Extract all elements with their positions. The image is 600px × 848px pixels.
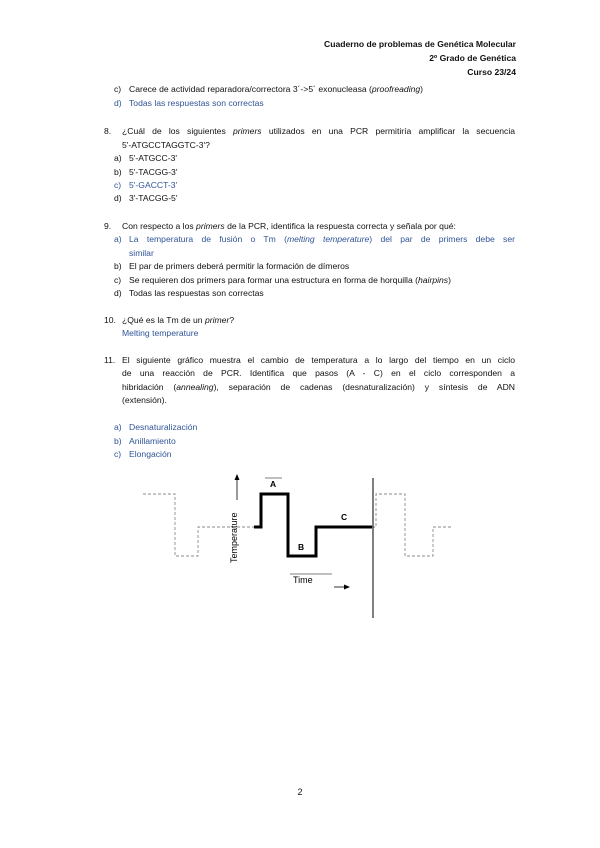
option-label: c) xyxy=(114,449,122,459)
x-axis-label: Time xyxy=(293,575,313,585)
previous-cycle-trace xyxy=(143,494,258,556)
q10-text: ¿Qué es la Tm de un xyxy=(122,315,203,325)
option-label: a) xyxy=(114,153,122,163)
option-label: d) xyxy=(114,98,122,108)
q8-number: 8. xyxy=(104,126,112,136)
option-label: b) xyxy=(114,436,122,446)
option-text: La temperatura de fusión o Tm ( xyxy=(129,234,287,244)
q9-text: Con respecto a los xyxy=(122,221,194,231)
step-a-label: A xyxy=(270,479,277,489)
q9-text-cont: de la PCR, identifica la respuesta correcta y señala por qué: xyxy=(227,221,456,231)
q10-text-end: ? xyxy=(229,315,235,325)
option-text: Anillamiento xyxy=(129,436,176,446)
option-label: c) xyxy=(114,275,122,285)
q9-number: 9. xyxy=(104,221,112,231)
q9-text-italic: primers xyxy=(196,221,225,231)
option-label: a) xyxy=(114,422,122,432)
option-text: 5'-ATGCC-3' xyxy=(129,153,178,163)
option-text: 5'-GACCT-3' xyxy=(129,180,178,190)
option-text-cont: ) del par de primers debe ser xyxy=(369,234,515,244)
option-text-italic: proofreading xyxy=(371,84,421,94)
header-course: Curso 23/24 xyxy=(467,67,516,77)
q11-number: 11. xyxy=(104,355,116,365)
option-text-end: ) xyxy=(448,275,451,285)
option-label: d) xyxy=(114,288,122,298)
option-text: Se requieren dos primers para formar una estructura en forma de horquilla ( xyxy=(129,275,418,285)
q8-text: ¿Cuál de los siguientes xyxy=(122,126,226,136)
step-c-label: C xyxy=(341,512,348,522)
q10-number: 10. xyxy=(104,315,116,325)
option-label: d) xyxy=(114,193,122,203)
y-axis-arrowhead xyxy=(235,474,240,480)
q10-answer: Melting temperature xyxy=(122,328,199,338)
option-text-italic: hairpins xyxy=(418,275,449,285)
option-text: Todas las respuestas son correctas xyxy=(129,98,264,108)
option-text: Todas las respuestas son correctas xyxy=(129,288,264,298)
q10-text-italic: primer xyxy=(204,315,230,325)
q11-line3-text: hibridación ( xyxy=(122,382,177,392)
header-title: Cuaderno de problemas de Genética Molecular xyxy=(324,39,516,49)
q8-sequence: 5'-ATGCCTAGGTC-3'? xyxy=(122,140,210,150)
option-text: 3'-TACGG-5' xyxy=(129,193,178,203)
q11-line2: de una reacción de PCR. Identifica que pasos (A - C) en el ciclo corresponden a xyxy=(122,368,515,378)
option-text-end: ) xyxy=(420,84,424,94)
option-label: c) xyxy=(114,180,122,190)
header-degree: 2º Grado de Genética xyxy=(429,53,516,63)
current-cycle-trace xyxy=(254,494,372,556)
option-label: b) xyxy=(114,261,122,271)
option-text: Elongación xyxy=(129,449,172,459)
option-label: b) xyxy=(114,167,122,177)
q8-text-cont: utilizados en una PCR permitiría amplificar la secuencia xyxy=(268,126,516,136)
next-cycle-trace xyxy=(372,494,452,556)
option-text: Carece de actividad reparadora/correctora 3´->5´ exonucleasa ( xyxy=(129,84,372,94)
option-label: a) xyxy=(114,234,122,244)
option-text-italic: melting temperature xyxy=(286,234,370,244)
option-text: 5'-TACGG-3' xyxy=(129,167,178,177)
q11-line3-cont: ), separación de cadenas (desnaturalización) y síntesis de ADN xyxy=(213,382,515,392)
q11-line1: El siguiente gráfico muestra el cambio de temperatura a lo largo del tiempo en un ciclo xyxy=(122,355,515,365)
q8-text-italic: primers xyxy=(232,126,262,136)
x-axis-arrowhead xyxy=(344,585,350,590)
option-text: Desnaturalización xyxy=(129,422,198,432)
q11-line3-italic: annealing xyxy=(176,382,214,392)
option-label: c) xyxy=(114,84,122,94)
step-b-label: B xyxy=(298,542,305,552)
option-text: El par de primers deberá permitir la formación de dímeros xyxy=(129,261,350,271)
y-axis-label: Temperature xyxy=(229,512,239,563)
q11-line4: (extensión). xyxy=(122,395,167,405)
q9-option-a-line2: similar xyxy=(129,248,154,258)
page-number: 2 xyxy=(297,787,303,797)
